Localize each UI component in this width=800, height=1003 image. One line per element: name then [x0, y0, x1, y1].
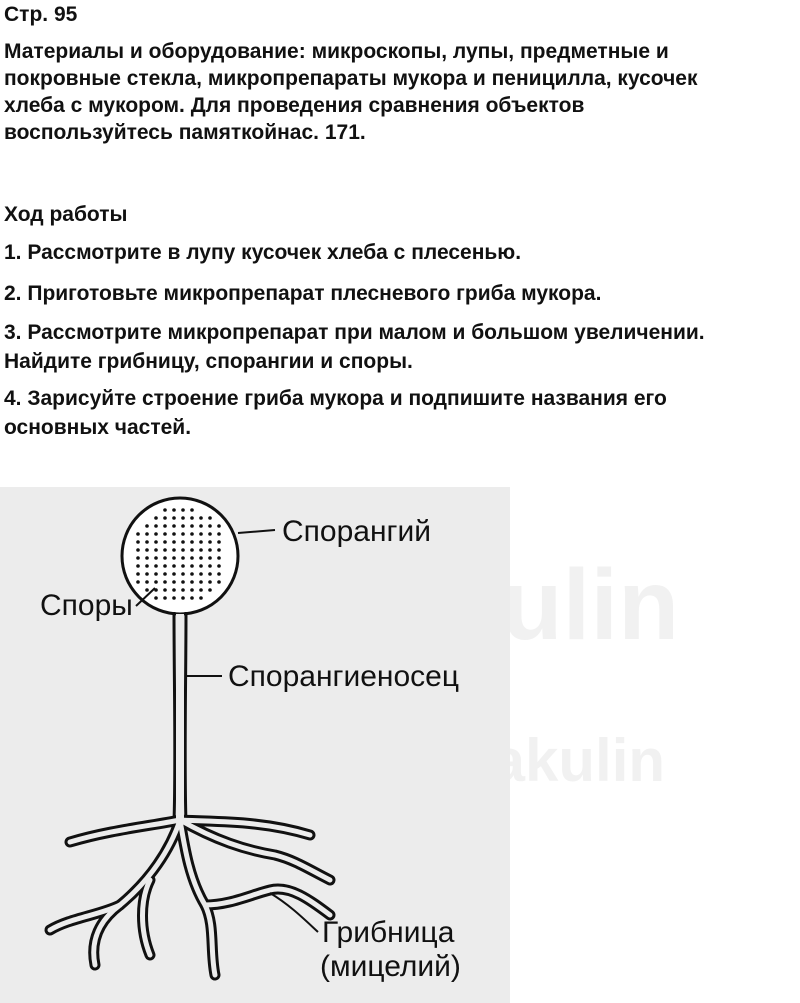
- label-mycelium-line1: Грибница: [322, 916, 455, 949]
- watermark-bakulin-small: bakulin: [455, 727, 666, 794]
- spore-dot: [154, 596, 158, 600]
- spore-dot: [190, 540, 194, 544]
- spore-dot: [163, 540, 167, 544]
- spore-dot: [181, 588, 185, 592]
- step-3: 3. Рассмотрите микропрепарат при малом и большом увеличении. Найдите грибницу, спорангии и споры.: [4, 321, 705, 373]
- spore-dot: [154, 556, 158, 560]
- sporangiophore-right-edge: [185, 612, 186, 822]
- page-heading: Стр. 95: [4, 3, 78, 26]
- spore-dot: [172, 556, 176, 560]
- spore-dot: [154, 564, 158, 568]
- spore-dot: [190, 508, 194, 512]
- spore-dot: [136, 556, 140, 560]
- spore-dot: [136, 580, 140, 584]
- spore-dot: [181, 524, 185, 528]
- spore-dot: [199, 580, 203, 584]
- spore-dot: [136, 540, 140, 544]
- spore-dot: [154, 540, 158, 544]
- spore-dot: [163, 516, 167, 520]
- spore-dot: [181, 556, 185, 560]
- spore-dot: [145, 564, 149, 568]
- spore-dot: [208, 564, 212, 568]
- spore-dot: [190, 548, 194, 552]
- spore-dot: [217, 556, 221, 560]
- spore-dot: [145, 556, 149, 560]
- spore-dot: [145, 588, 149, 592]
- spore-dot: [217, 532, 221, 536]
- spore-dot: [199, 524, 203, 528]
- spore-dot: [217, 548, 221, 552]
- spore-dot: [154, 524, 158, 528]
- spore-dot: [172, 548, 176, 552]
- spore-dot: [190, 516, 194, 520]
- materials-text: Материалы и оборудование: микроскопы, лупы, предметные и покровные стекла, микропрепараты мукора и пеницилла, кусочек хлеба с мукором. Для проведения сравнения объектов воспользуйтесь памяткойнас. 171.: [4, 40, 698, 144]
- step-2: 2. Приготовьте микропрепарат плесневого гриба мукора.: [4, 282, 602, 305]
- spore-dot: [163, 556, 167, 560]
- spore-dot: [208, 516, 212, 520]
- spore-dot: [190, 572, 194, 576]
- spore-dot: [199, 572, 203, 576]
- spore-dot: [181, 516, 185, 520]
- label-mycelium-line2: (мицелий): [320, 950, 461, 983]
- spore-dot: [172, 524, 176, 528]
- spore-dot: [136, 548, 140, 552]
- spore-dot: [181, 548, 185, 552]
- spore-dot: [181, 508, 185, 512]
- spore-dot: [181, 540, 185, 544]
- spore-dot: [208, 532, 212, 536]
- spore-dot: [181, 580, 185, 584]
- spore-dot: [163, 524, 167, 528]
- spore-dot: [163, 532, 167, 536]
- spore-dot: [172, 516, 176, 520]
- step-4: 4. Зарисуйте строение гриба мукора и подпишите названия его основных частей.: [4, 387, 667, 439]
- spore-dot: [208, 588, 212, 592]
- spore-dot: [181, 596, 185, 600]
- spore-dot: [163, 580, 167, 584]
- spore-dot: [172, 508, 176, 512]
- spore-dot: [154, 572, 158, 576]
- spore-dot: [136, 564, 140, 568]
- spore-dot: [190, 556, 194, 560]
- spore-dot: [172, 540, 176, 544]
- spore-dot: [208, 556, 212, 560]
- spore-dot: [208, 572, 212, 576]
- spore-dot: [145, 540, 149, 544]
- spore-dot: [199, 556, 203, 560]
- spore-dot: [154, 532, 158, 536]
- label-sporangium: Спорангий: [282, 515, 431, 548]
- spore-dot: [145, 548, 149, 552]
- spore-dot: [181, 532, 185, 536]
- spore-dot: [163, 508, 167, 512]
- sporangiophore-left-edge: [174, 612, 175, 822]
- step-1: 1. Рассмотрите в лупу кусочек хлеба с плесенью.: [4, 241, 522, 264]
- spore-dot: [208, 524, 212, 528]
- spore-dot: [199, 564, 203, 568]
- spore-dot: [172, 532, 176, 536]
- spore-dot: [136, 532, 140, 536]
- spore-dot: [154, 516, 158, 520]
- spore-dot: [190, 524, 194, 528]
- spore-dot: [199, 532, 203, 536]
- spore-dot: [145, 524, 149, 528]
- spore-dot: [217, 564, 221, 568]
- spore-dot: [190, 532, 194, 536]
- spore-dot: [199, 540, 203, 544]
- spore-dot: [208, 540, 212, 544]
- spore-dot: [217, 540, 221, 544]
- spore-dot: [172, 572, 176, 576]
- label-sporangiophore: Спорангиеносец: [228, 660, 460, 693]
- spore-dot: [217, 572, 221, 576]
- spore-dot: [172, 564, 176, 568]
- spore-dot: [199, 588, 203, 592]
- spore-dot: [190, 588, 194, 592]
- spore-dot: [145, 532, 149, 536]
- spore-dot: [190, 580, 194, 584]
- spore-dot: [208, 548, 212, 552]
- procedure-title: Ход работы: [4, 203, 128, 226]
- sporangium-leader: [238, 530, 275, 533]
- spore-dot: [199, 516, 203, 520]
- sporangium-shape: [122, 498, 238, 614]
- spore-dot: [172, 588, 176, 592]
- spore-dot: [163, 596, 167, 600]
- spore-dot: [145, 580, 149, 584]
- spore-dot: [163, 548, 167, 552]
- spore-dot: [217, 524, 221, 528]
- spore-dot: [136, 572, 140, 576]
- spore-dot: [154, 548, 158, 552]
- spore-dot: [199, 596, 203, 600]
- label-spores: Споры: [40, 589, 133, 622]
- spore-dot: [190, 596, 194, 600]
- spore-dot: [145, 572, 149, 576]
- spore-dot: [163, 564, 167, 568]
- spore-dot: [181, 572, 185, 576]
- spore-dot: [181, 564, 185, 568]
- spore-dot: [172, 580, 176, 584]
- spore-dot: [163, 572, 167, 576]
- spore-dot: [163, 588, 167, 592]
- spore-dot: [190, 564, 194, 568]
- spore-dot: [217, 580, 221, 584]
- spore-dot: [208, 580, 212, 584]
- spore-dot: [154, 580, 158, 584]
- spore-dot: [199, 548, 203, 552]
- spore-dot: [172, 596, 176, 600]
